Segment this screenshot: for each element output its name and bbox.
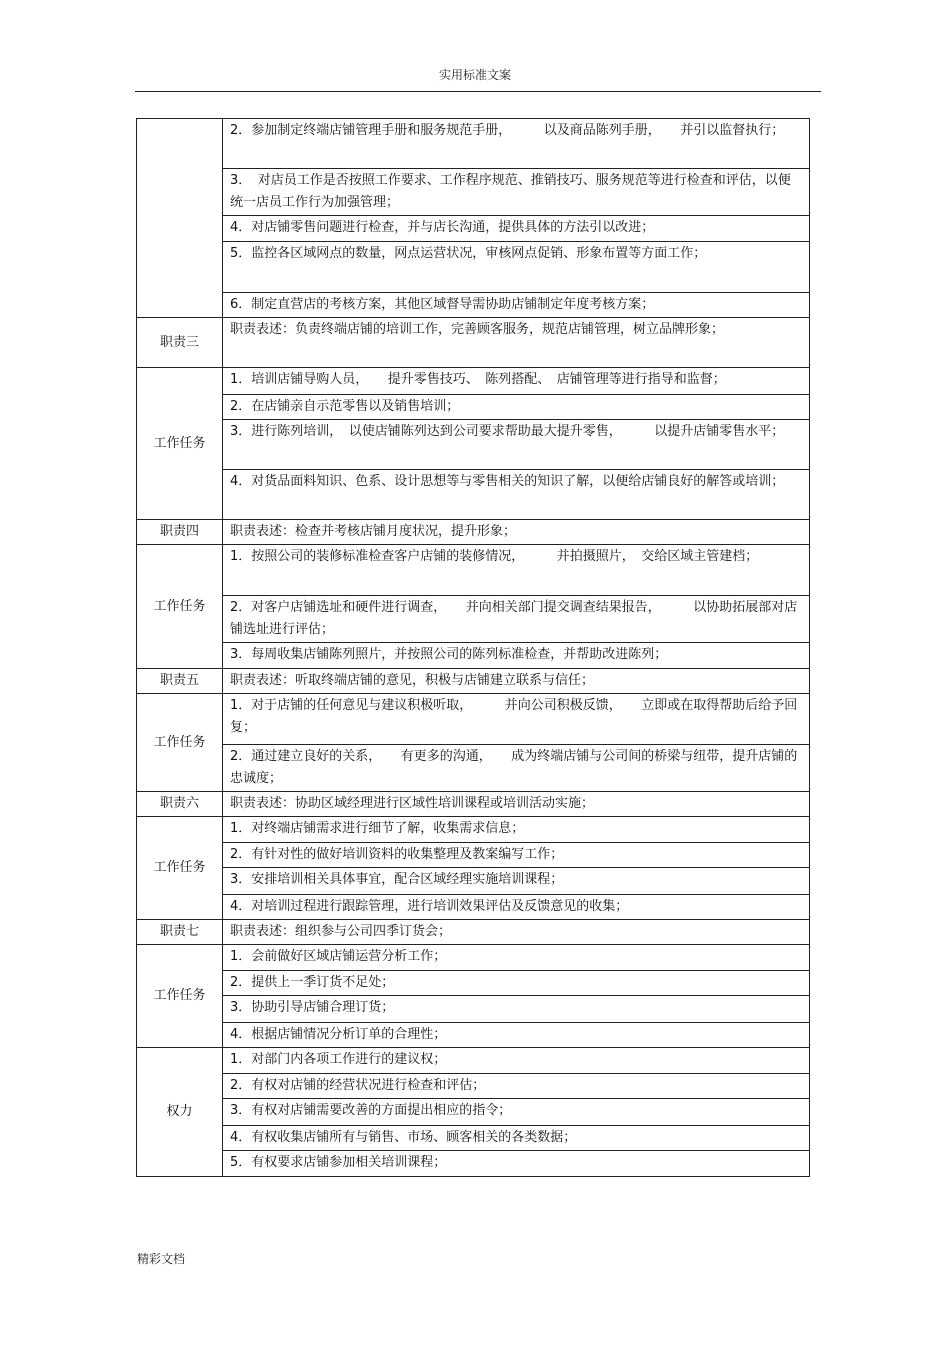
page-header-title: 实用标准文案 <box>438 68 511 82</box>
row-content: 3．协助引导店铺合理订货； <box>223 996 810 1023</box>
row-content: 职责表述：协助区域经理进行区域性培训课程或培训活动实施； <box>223 792 810 817</box>
table-row <box>137 470 810 520</box>
table-row <box>137 216 810 242</box>
table-row <box>137 520 810 545</box>
table-row <box>137 395 810 420</box>
row-label: 职责四 <box>137 520 223 545</box>
row-content: 职责表述：检查并考核店铺月度状况，提升形象； <box>223 520 810 545</box>
table-row <box>137 817 810 843</box>
row-content: 2．有针对性的做好培训资料的收集整理及教案编写工作； <box>223 843 810 868</box>
table-row <box>137 1126 810 1151</box>
row-content: 2．提供上一季订货不足处； <box>223 971 810 996</box>
row-content: 2．参加制定终端店铺管理手册和服务规范手册， 以及商品陈列手册， 并引以监督执行； <box>223 119 810 169</box>
row-content: 4．根据店铺情况分析订单的合理性； <box>223 1023 810 1048</box>
row-content: 4．对货品面料知识、色系、设计思想等与零售相关的知识了解，以便给店铺良好的解答或培训； <box>223 470 810 520</box>
table-row <box>137 745 810 792</box>
row-content: 2．在店铺亲自示范零售以及销售培训； <box>223 395 810 420</box>
row-content: 1．会前做好区域店铺运营分析工作； <box>223 945 810 971</box>
table-row <box>137 1151 810 1177</box>
row-content: 3．每周收集店铺陈列照片，并按照公司的陈列标准检查，并帮助改进陈列； <box>223 643 810 669</box>
row-content: 3．安排培训相关具体事宜，配合区域经理实施培训课程； <box>223 868 810 895</box>
row-content: 5．有权要求店铺参加相关培训课程； <box>223 1151 810 1177</box>
table-row <box>137 694 810 745</box>
row-label: 权力 <box>137 1048 223 1177</box>
table-row <box>137 868 810 895</box>
table-row <box>137 945 810 971</box>
table-row <box>137 545 810 596</box>
row-content: 1．对部门内各项工作进行的建议权； <box>223 1048 810 1074</box>
row-content: 2．通过建立良好的关系， 有更多的沟通， 成为终端店铺与公司间的桥梁与纽带，提升店铺的忠诚度； <box>223 745 810 792</box>
table-row <box>137 971 810 996</box>
row-content: 2．有权对店铺的经营状况进行检查和评估； <box>223 1074 810 1099</box>
table-row <box>137 242 810 293</box>
table-row <box>137 792 810 817</box>
row-label: 工作任务 <box>137 817 223 920</box>
table-row <box>137 996 810 1023</box>
table-row <box>137 368 810 395</box>
row-content: 1．按照公司的装修标准检查客户店铺的装修情况， 并拍摄照片， 交给区域主管建档； <box>223 545 810 596</box>
table-row <box>137 1074 810 1099</box>
table-row <box>137 293 810 318</box>
row-content: 职责表述：组织参与公司四季订货会； <box>223 920 810 945</box>
row-content: 职责表述：负责终端店铺的培训工作，完善顾客服务，规范店铺管理，树立品牌形象； <box>223 318 810 368</box>
table-row <box>137 119 810 169</box>
row-content: 5．监控各区域网点的数量，网点运营状况，审核网点促销、形象布置等方面工作； <box>223 242 810 293</box>
row-content: 6．制定直营店的考核方案，其他区域督导需协助店铺制定年度考核方案； <box>223 293 810 318</box>
row-content: 1．培训店铺导购人员， 提升零售技巧、 陈列搭配、 店铺管理等进行指导和监督； <box>223 368 810 395</box>
table-row <box>137 420 810 470</box>
row-content: 职责表述：听取终端店铺的意见，积极与店铺建立联系与信任； <box>223 669 810 694</box>
page-footer: 精彩文档 <box>137 1252 186 1266</box>
table-row <box>137 895 810 920</box>
row-label: 职责七 <box>137 920 223 945</box>
row-content: 1．对于店铺的任何意见与建议积极听取， 并向公司积极反馈， 立即或在取得帮助后给予回复； <box>223 694 810 745</box>
table-row <box>137 843 810 868</box>
row-label: 职责六 <box>137 792 223 817</box>
row-label: 工作任务 <box>137 368 223 520</box>
row-label: 职责三 <box>137 318 223 368</box>
row-label: 工作任务 <box>137 545 223 669</box>
row-content: 4．对培训过程进行跟踪管理，进行培训效果评估及反馈意见的收集； <box>223 895 810 920</box>
table-row <box>137 169 810 216</box>
row-label: 工作任务 <box>137 945 223 1048</box>
row-label: 职责五 <box>137 669 223 694</box>
table-row <box>137 1048 810 1074</box>
table-row <box>137 1023 810 1048</box>
table-row <box>137 669 810 694</box>
responsibility-table <box>136 118 810 1177</box>
header-rule <box>135 91 821 92</box>
table-row <box>137 596 810 643</box>
row-content: 1．对终端店铺需求进行细节了解，收集需求信息； <box>223 817 810 843</box>
table-row <box>137 318 810 368</box>
row-content: 3．有权对店铺需要改善的方面提出相应的指令； <box>223 1099 810 1126</box>
table-row <box>137 920 810 945</box>
row-content: 3． 对店员工作是否按照工作要求、工作程序规范、推销技巧、服务规范等进行检查和评估，以便统一店员工作行为加强管理； <box>223 169 810 216</box>
row-label: 工作任务 <box>137 694 223 792</box>
row-label <box>137 119 223 318</box>
row-content: 2．对客户店铺选址和硬件进行调查， 并向相关部门提交调查结果报告， 以协助拓展部对店铺选址进行评估； <box>223 596 810 643</box>
table-row <box>137 1099 810 1126</box>
row-content: 4．有权收集店铺所有与销售、市场、顾客相关的各类数据； <box>223 1126 810 1151</box>
table-row <box>137 643 810 669</box>
row-content: 3．进行陈列培训， 以使店铺陈列达到公司要求帮助最大提升零售， 以提升店铺零售水平； <box>223 420 810 470</box>
row-content: 4．对店铺零售问题进行检查，并与店长沟通，提供具体的方法引以改进； <box>223 216 810 242</box>
